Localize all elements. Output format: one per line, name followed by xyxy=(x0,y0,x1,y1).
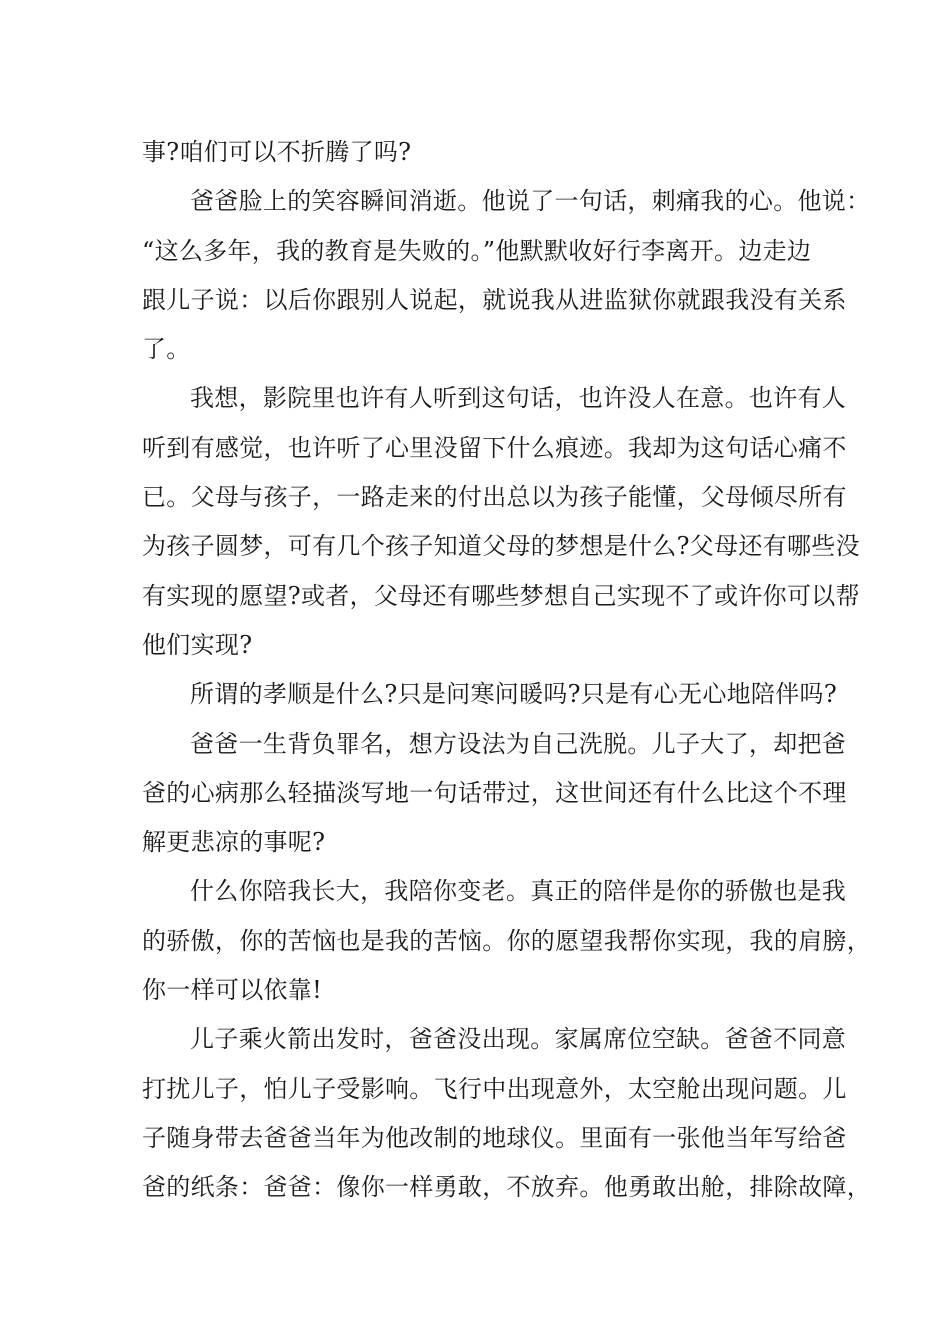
text-line: 爸的心病那么轻描淡写地一句话带过，这世间还有什么比这个不理 xyxy=(142,778,847,807)
paragraph xyxy=(142,374,860,670)
paragraph xyxy=(142,1015,871,1212)
text-line: 听到有感觉，也许听了心里没留下什么痕迹。我却为这句话心痛不 xyxy=(142,433,847,462)
text-line: “这么多年，我的教育是失败的。”他默默收好行李离开。边走边 xyxy=(142,236,812,265)
text-line: 子随身带去爸爸当年为他改制的地球仪。里面有一张他当年写给爸 xyxy=(142,1123,847,1152)
text-line: 事?咱们可以不折腾了吗? xyxy=(142,138,412,166)
text-line: 儿子乘火箭出发时，爸爸没出现。家属席位空缺。爸爸不同意 xyxy=(190,1025,847,1054)
text-line: 有实现的愿望?或者，父母还有哪些梦想自己实现不了或许你可以帮 xyxy=(142,581,860,610)
text-line: 为孩子圆梦，可有几个孩子知道父母的梦想是什么?父母还有哪些没 xyxy=(142,532,860,561)
text-line: 他们实现? xyxy=(142,630,253,659)
paragraph xyxy=(142,670,837,719)
text-line: 所谓的孝顺是什么?只是问寒问暖吗?只是有心无心地陪伴吗? xyxy=(190,680,837,709)
text-line: 我想，影院里也许有人听到这句话，也许没人在意。也许有人 xyxy=(190,384,847,413)
document-body xyxy=(142,128,871,1213)
text-line: 爸的纸条：爸爸：像你一样勇敢，不放弃。他勇敢出舱，排除故障， xyxy=(142,1173,871,1202)
text-line: 爸爸脸上的笑容瞬间消逝。他说了一句话，刺痛我的心。他说： xyxy=(190,187,871,216)
text-line: 打扰儿子，怕儿子受影响。飞行中出现意外，太空舱出现问题。儿 xyxy=(142,1074,847,1103)
text-line: 跟儿子说：以后你跟别人说起，就说我从进监狱你就跟我没有关系 xyxy=(142,285,847,314)
text-line: 解更悲凉的事呢? xyxy=(142,828,326,857)
text-line: 爸爸一生背负罪名，想方设法为自己洗脱。儿子大了，却把爸 xyxy=(190,729,847,758)
text-line: 已。父母与孩子，一路走来的付出总以为孩子能懂，父母倾尽所有 xyxy=(142,483,847,512)
text-line: 你一样可以依靠! xyxy=(142,976,323,1005)
paragraph xyxy=(142,720,847,868)
paragraph xyxy=(142,128,818,177)
text-line: 什么你陪我长大，我陪你变老。真正的陪伴是你的骄傲也是我 xyxy=(190,877,847,906)
text-line: 了。 xyxy=(142,335,191,364)
paragraph xyxy=(142,867,871,1015)
text-line: 的骄傲，你的苦恼也是我的苦恼。你的愿望我帮你实现，我的肩膀， xyxy=(142,926,871,955)
paragraph xyxy=(142,177,871,374)
